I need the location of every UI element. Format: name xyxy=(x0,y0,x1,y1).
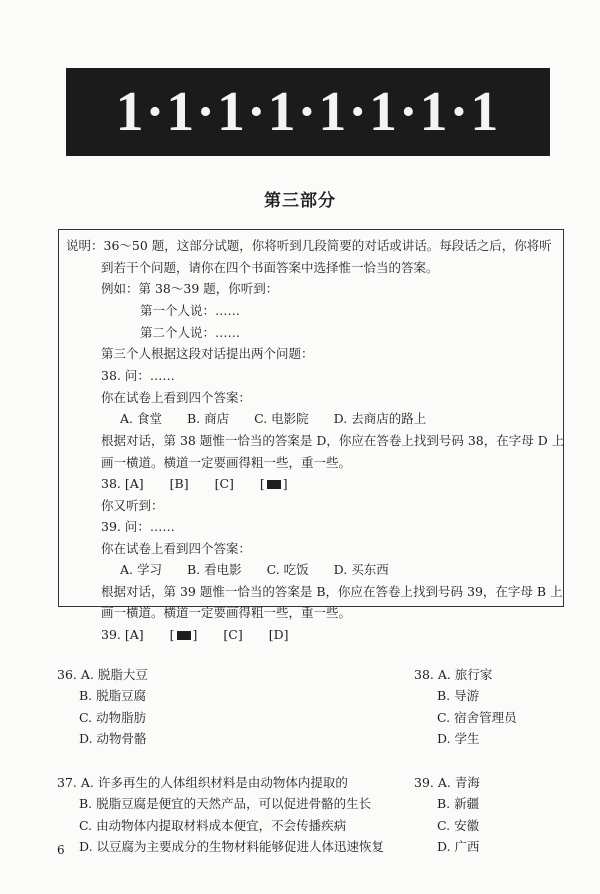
choice-b: B. 导游 xyxy=(437,688,480,703)
example-number: 39. xyxy=(101,627,121,642)
filled-mark-icon xyxy=(267,480,281,489)
option-a: [A] xyxy=(124,476,144,491)
instruction-line: 39. 问：…… xyxy=(101,519,175,534)
answer-example-38 xyxy=(101,476,288,491)
question-number: 39. xyxy=(414,775,434,790)
choice-b: B. 脱脂豆腐 xyxy=(79,688,147,703)
question-36 xyxy=(57,667,148,682)
choice-c: C. 宿舍管理员 xyxy=(437,710,517,725)
question-38 xyxy=(414,667,492,682)
page-number: 6 xyxy=(57,843,65,857)
instruction-line: 到若干个问题，请你在四个书面答案中选择惟一恰当的答案。 xyxy=(101,260,439,275)
choice-a: A. 旅行家 xyxy=(437,667,493,682)
instruction-line: A. 学习 B. 看电影 C. 吃饭 D. 买东西 xyxy=(120,562,389,577)
filled-mark-icon xyxy=(177,631,191,640)
option-a: [A] xyxy=(124,627,144,642)
question-number: 38. xyxy=(414,667,434,682)
question-number: 37. xyxy=(57,775,77,790)
choice-b: B. 脱脂豆腐是便宜的天然产品，可以促进骨骼的生长 xyxy=(79,796,372,811)
choice-d: D. 广西 xyxy=(437,839,480,854)
instruction-line: 说明：36～50 题，这部分试题，你将听到几段简要的对话或讲话。每段话之后，你将听 xyxy=(66,238,552,253)
question-39 xyxy=(414,775,480,790)
choice-c: C. 由动物体内提取材料成本便宜，不会传播疾病 xyxy=(79,818,347,833)
choice-a: A. 青海 xyxy=(437,775,480,790)
choice-b: B. 新疆 xyxy=(437,796,480,811)
instruction-line: 38. 问：…… xyxy=(101,368,175,383)
instruction-line: 第一个人说：…… xyxy=(140,303,241,318)
choice-d: D. 动物骨骼 xyxy=(79,731,147,746)
instruction-line: 画一横道。横道一定要画得粗一些，重一些。 xyxy=(101,605,352,620)
choice-d: D. 学生 xyxy=(437,731,480,746)
instruction-line: 你又听到： xyxy=(101,498,164,513)
part-title: 第三部分 xyxy=(264,191,336,211)
option-d: [D] xyxy=(268,627,289,642)
choice-d: D. 以豆腐为主要成分的生物材料能够促进人体迅速恢复 xyxy=(79,839,385,854)
option-b-marked: [ ] xyxy=(169,627,198,642)
option-c: [C] xyxy=(214,476,234,491)
option-d-marked: [ ] xyxy=(259,476,288,491)
instruction-line: A. 食堂 B. 商店 C. 电影院 D. 去商店的路上 xyxy=(120,411,427,426)
question-number: 36. xyxy=(57,667,77,682)
example-number: 38. xyxy=(101,476,121,491)
instruction-line: 根据对话，第 38 题惟一恰当的答案是 D，你应在答卷上找到号码 38，在字母 D 上 xyxy=(101,433,565,448)
choice-a: A. 脱脂大豆 xyxy=(80,667,148,682)
instruction-line: 例如：第 38～39 题，你听到： xyxy=(101,281,279,296)
option-c: [C] xyxy=(223,627,243,642)
instruction-line: 你在试卷上看到四个答案： xyxy=(101,541,252,556)
instruction-line: 根据对话，第 39 题惟一恰当的答案是 B，你应在答卷上找到号码 39，在字母 B 上 xyxy=(101,584,563,599)
answer-example-39 xyxy=(101,627,289,642)
option-b: [B] xyxy=(169,476,189,491)
section-banner xyxy=(66,68,550,156)
choice-a: A. 许多再生的人体组织材料是由动物体内提取的 xyxy=(80,775,348,790)
choice-c: C. 安徽 xyxy=(437,818,480,833)
choice-c: C. 动物脂肪 xyxy=(79,710,147,725)
instruction-line: 你在试卷上看到四个答案： xyxy=(101,390,252,405)
instruction-line: 画一横道。横道一定要画得粗一些，重一些。 xyxy=(101,455,352,470)
instruction-line: 第二个人说：…… xyxy=(140,325,241,340)
question-37 xyxy=(57,775,348,790)
instruction-line: 第三个人根据这段对话提出两个问题： xyxy=(101,346,314,361)
banner-text: 1·1·1·1·1·1·1·1 xyxy=(115,81,501,143)
